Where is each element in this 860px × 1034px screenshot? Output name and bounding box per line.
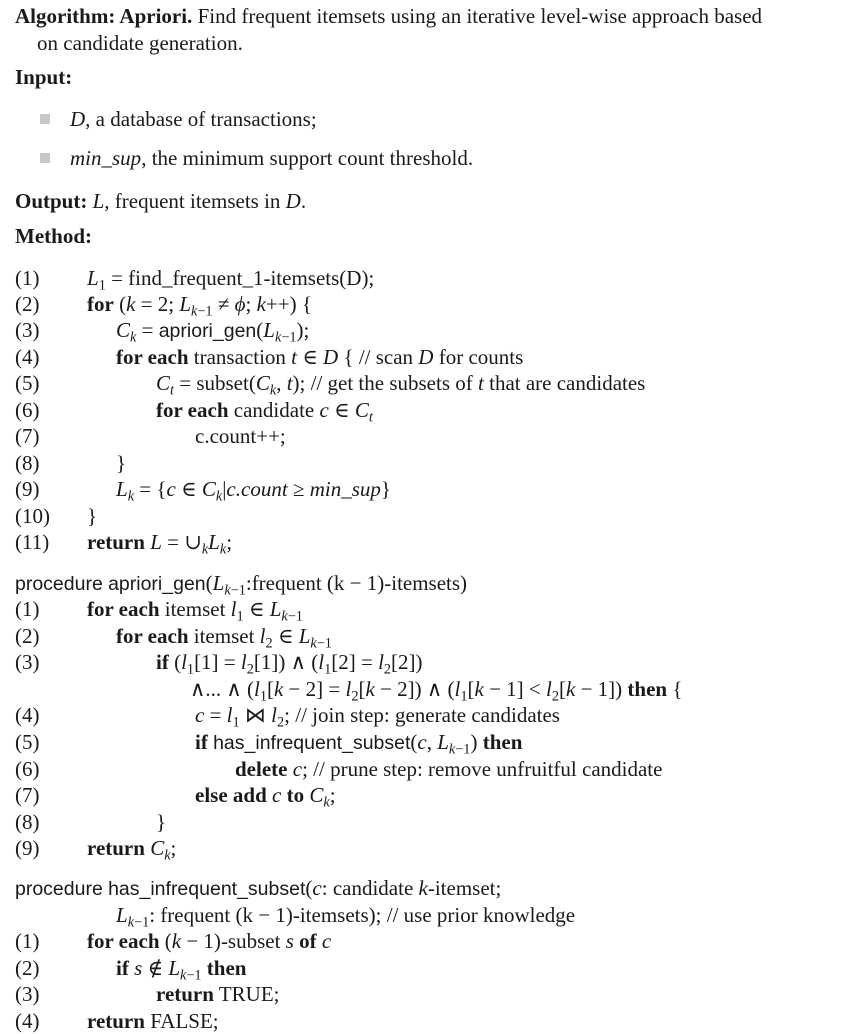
input-item-database: D, a database of transactions;: [70, 107, 317, 131]
code-line-1: $L_1$ = find_frequent_1-itemsets(D);: [87, 266, 375, 294]
code-line-6: for each candidate c ∈ $C_t$: [156, 398, 373, 426]
line-number: (11): [15, 530, 50, 554]
infreq-line-2: if s ∉ $L_{k-1}$ then: [116, 956, 247, 984]
line-number: (6): [15, 398, 40, 422]
line-number: (4): [15, 345, 40, 369]
input-item-minsup: min_sup, the minimum support count threshold.: [70, 146, 474, 170]
code-line-8: }: [116, 451, 127, 475]
line-number: (1): [15, 597, 40, 621]
line-number: (9): [15, 836, 40, 860]
code-line-11: return $L = \cup_kL_k$;: [87, 530, 233, 558]
bullet-icon: [40, 114, 50, 124]
code-line-7: c.count++;: [195, 424, 286, 448]
line-number: (1): [15, 266, 40, 290]
line-number: (5): [15, 371, 40, 395]
code-line-10: }: [87, 504, 98, 528]
line-number: (4): [15, 1009, 40, 1033]
infreq-line-1: for each (k − 1)-subset s of c: [87, 929, 332, 953]
infreq-line-3: return TRUE;: [156, 982, 280, 1006]
gen-line-6: delete c; // prune step: remove unfruitful candidate: [235, 757, 663, 781]
line-number: (1): [15, 929, 40, 953]
line-number: (3): [15, 650, 40, 674]
procedure-has-infrequent-subset-params: $L_{k-1}$: frequent (k − 1)-itemsets); // use prior knowledge: [116, 903, 576, 931]
line-number: (3): [15, 318, 40, 342]
gen-line-9: return $C_k$;: [87, 836, 177, 864]
algorithm-description: Find frequent itemsets using an iterative level-wise approach based: [197, 4, 763, 28]
bullet-icon: [40, 153, 50, 163]
gen-line-7: else add c to $C_k$;: [195, 783, 336, 811]
algorithm-description-cont: on candidate generation.: [37, 31, 243, 55]
line-number: (4): [15, 703, 40, 727]
method-heading: Method:: [15, 224, 92, 248]
procedure-apriori-gen-header: procedure $apriori\_gen(L_{k-1}:frequent$ (k − 1)-itemsets): [15, 571, 468, 599]
input-heading: Input:: [15, 65, 73, 89]
line-number: (3): [15, 982, 40, 1006]
gen-line-5: if has_infrequent_subset(c, $L_{k-1}$) then: [195, 730, 523, 758]
line-number: (8): [15, 451, 40, 475]
code-line-9: $L_k = \{c$ ∈ $C_k|c.count$ ≥ min_sup}: [116, 477, 391, 505]
line-number: (2): [15, 292, 40, 316]
gen-line-2: for each itemset $l_2$ ∈ $L_{k-1}$: [116, 624, 332, 652]
output-line: Output: L, frequent itemsets in D.: [15, 189, 307, 213]
gen-line-3-cont: ∧... ∧ $(l_1[k - 2] = l_2[k - 2])$ ∧ $(l_1[k - 1] < l_2[k - 1])$ then {: [190, 677, 683, 705]
line-number: (7): [15, 424, 40, 448]
gen-line-4: $c = l_1$ ⋈ $l_2$; // join step: generate candidates: [195, 703, 560, 731]
line-number: (5): [15, 730, 40, 754]
code-line-4: for each transaction t ∈ D { // scan D for counts: [116, 345, 524, 369]
line-number: (2): [15, 956, 40, 980]
code-line-2: for (k = 2; $L_{k-1} \ne \phi$; k++) {: [87, 292, 312, 320]
gen-line-3: if $(l_1[1] = l_2[1])$ ∧ $(l_1[2] = l_2[2])$: [156, 650, 423, 678]
algorithm-title: [15, 3, 762, 29]
line-number: (8): [15, 810, 40, 834]
infreq-line-4: return FALSE;: [87, 1009, 219, 1033]
procedure-has-infrequent-subset-header: procedure has_infrequent_subset(c: candidate k-itemset;: [15, 876, 502, 900]
line-number: (6): [15, 757, 40, 781]
algorithm-title-label: Algorithm: Apriori.: [15, 4, 193, 28]
gen-line-8: }: [156, 810, 167, 834]
code-line-5: $C_t$ = $subset(C_k$, t); // get the subsets of t that are candidates: [156, 371, 646, 399]
gen-line-1: for each itemset $l_1$ ∈ $L_{k-1}$: [87, 597, 303, 625]
code-line-3: $C_k$ = $apriori\_gen(L_{k-1})$;: [116, 318, 310, 346]
line-number: (10): [15, 504, 50, 528]
line-number: (2): [15, 624, 40, 648]
line-number: (7): [15, 783, 40, 807]
line-number: (9): [15, 477, 40, 501]
